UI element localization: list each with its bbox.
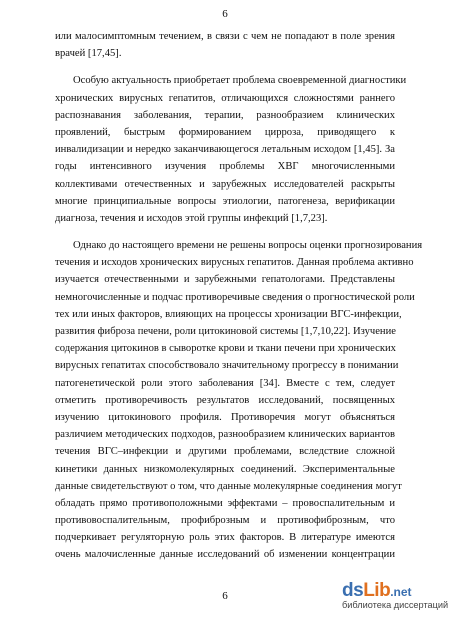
text-line: или малосимптомным течением, в связи с чем не попадают в поле зрения [55, 31, 395, 42]
paragraph [55, 28, 395, 62]
text-line: врачей [17,45]. [55, 48, 122, 60]
text-line: немногочисленные и подчас противоречивые сведения о прогностической роли [55, 291, 415, 303]
document-body [55, 28, 423, 564]
text-line: хронических вирусных гепатитов, отличающихся сложностями раннего [55, 92, 395, 104]
text-line: очень малочисленные данные исследований об изменении концентрации [55, 549, 395, 561]
text-line: годы интенсивного изучения проблемы ХВГ многочисленными [55, 161, 395, 173]
text-line: течения ВГС–инфекции и другими проблемами, вследствие сложной [55, 446, 395, 458]
page-number-bottom: 6 [222, 590, 228, 602]
paragraph-gap [55, 227, 395, 237]
text-line: распознавания заболевания, терапии, разнообразием клинических [55, 109, 395, 121]
text-line: инвалидизации и нередко заканчивающегося летальным исходом [1,45]. За [55, 144, 395, 156]
paragraph [55, 72, 407, 227]
dslib-watermark-logo[interactable] [342, 580, 450, 620]
text-line: Особую актуальность приобретает проблема своевременной диагностики [73, 75, 407, 87]
text-line: Однако до настоящего времени не решены вопросы оценки прогнозирования [73, 240, 423, 252]
watermark-brand-lib: Lib [363, 580, 391, 601]
watermark-subtitle: библиотека диссертаций [342, 600, 449, 610]
watermark-brand-ds: ds [342, 580, 364, 601]
text-line: отметить противоречивость результатов исследований, посвященных [55, 394, 395, 406]
text-line: многие принципиальные вопросы этиологии, патогенеза, верификации [55, 195, 395, 207]
paragraph-gap [55, 62, 395, 72]
text-line: кинетики данных низкомолекулярных соединений. Экспериментальные [55, 463, 395, 475]
text-line: противовоспалительным, профиброзным и противофиброзным, что [55, 515, 395, 527]
text-line: подчеркивает регуляторную роль этих факторов. В литературе имеются [55, 532, 395, 544]
page-number-top: 6 [222, 8, 228, 20]
watermark-brand [342, 580, 450, 602]
text-line: содержания цитокинов в сыворотке крови и ткани печени при хронических [55, 343, 396, 355]
text-line: различием методических подходов, разнообразием клинических вариантов [55, 429, 395, 441]
text-line: вирусных гепатитах способствовало значительному прогрессу в понимании [55, 360, 399, 372]
text-line: коллективами отечественных и зарубежных исследователей раскрыты [55, 178, 395, 190]
text-line: тех или иных факторов, влияющих на процессы хронизации ВГС-инфекции, [55, 308, 402, 320]
text-line: изучается отечественными и зарубежными гепатологами. Представлены [55, 274, 395, 286]
text-line: патогенетической роли этого заболевания [34]. Вместе с тем, следует [55, 377, 395, 389]
text-line: развития фиброза печени, роли цитокиновой системы [1,7,10,22]. Изучение [55, 326, 396, 337]
text-line: диагноза, течения и исходов этой группы инфекций [1,7,23]. [55, 212, 328, 224]
text-line: обладать прямо противоположными эффектами – провоспалительным и [55, 497, 395, 509]
text-line: изучению цитокинового профиля. Противоречия могут объясняться [55, 411, 395, 423]
text-line: течения и исходов хронических вирусных гепатитов. Данная проблема активно [55, 257, 414, 269]
text-line: проявлений, быстрым формированием цирроза, приводящего к [55, 126, 395, 138]
paragraph [55, 237, 423, 564]
watermark-brand-domain: .net [390, 585, 412, 599]
text-line: данные свидетельствуют о том, что данные молекулярные соединения могут [55, 480, 402, 492]
